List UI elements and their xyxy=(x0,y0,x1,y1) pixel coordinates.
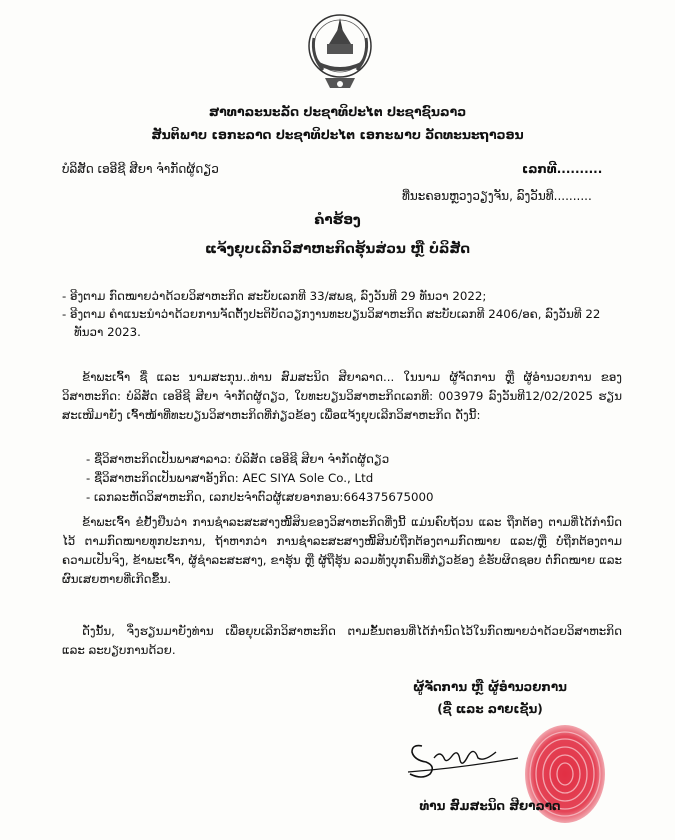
legal-references xyxy=(62,287,622,341)
detail-item-tax-id: - ເລກລະຫັດວິສາຫະກິດ, ເລກປະຈຳຕົວຜູ້ເສຍອາກອນ:664375675000 xyxy=(86,490,434,504)
company-name-line: ບໍລິສັດ ເອອີຊີ ສີຍາ ຈຳກັດຜູ້ດຽວ xyxy=(62,162,219,176)
document-subtitle: ແຈ້ງຍຸບເລີກວິສາຫະກິດຮຸ້ນສ່ວນ ຫຼື ບໍລິສັດ xyxy=(204,241,471,257)
enterprise-details-list xyxy=(86,450,626,507)
signatory-role: ຜູ້ຈັດການ ຫຼື ຜູ້ອຳນວຍການ xyxy=(413,680,567,694)
reference-item: - ອີງຕາມ ຄຳແນະນຳວ່າດ້ວຍການຈັດຕັ້ງປະຕິບັດວຽກງານທະບຽນວິສາຫະກິດ ສະບັບເລກທີ 2406/ອຄ, ລົງວັນທີ 22 ທັນວາ 2023. xyxy=(62,307,601,339)
detail-item-lao-name: - ຊື່ວິສາຫະກິດເປັນພາສາລາວ: ບໍລິສັດ ເອອີຊີ ສີຍາ ຈຳກັດຜູ້ດຽວ xyxy=(86,452,390,466)
signatory-name: ທ່ານ ສົມສະນິດ ສີຍາລາດ xyxy=(419,799,561,813)
reference-item: - ອີງຕາມ ກົດໝາຍວ່າດ້ວຍວິສາຫະກິດ ສະບັບເລກທີ 33/ສພຊ, ລົງວັນທີ 29 ທັນວາ 2022; xyxy=(62,289,487,303)
national-emblem-icon xyxy=(305,6,375,98)
document-title: ຄຳຮ້ອງ xyxy=(314,212,361,228)
detail-item-english-name: - ຊື່ວິສາຫະກິດເປັນພາສາອັງກິດ: AEC SIYA Sole Co., Ltd xyxy=(86,471,374,485)
handwritten-signature-icon xyxy=(400,728,520,783)
certification-paragraph: ຂ້າພະເຈົ້າ ຂໍຢັ້ງຢືນວ່າ ການຊຳລະສະສາງໜີ້ສິນຂອງວິສາຫະກິດທີ່ງນີ້ ແມ່ນຄົບຖ້ວນ ແລະ ຖືກຕ້ອງ ຕາມທີ່ໄດ້ກຳນົດໄວ້ ຕາມກົດໝາຍທຸກປະການ, ຖ້າຫາກວ່າ ການຊຳລະສະສາງໜີ້ສິນບໍ່ຖືກຕ້ອງຕາມກົດໝາຍ ແລະ/ຫຼື ບໍ່ຖືກຕ້ອງຕາມຄວາມເປັນຈິງ, ຂ້າພະເຈົ້າ, ຜູ້ຊຳລະສະສາງ, ຂາຮຸ້ນ ຫຼື ຜູ້ຖືຮຸ້ນ ລວມທັງບຸກຄົນທີ່ກ່ຽວຂ້ອງ ຂໍຮັບຜິດຊອບ ຕໍ່ກົດໝາຍ ແລະ ຜົນເສຍຫາຍທີ່ເກີດຂຶ້ນ. xyxy=(62,515,622,586)
document-number-line: ເລກທີ.......... xyxy=(522,162,603,176)
request-paragraph: ຂ້າພະເຈົ້າ ຊື່ ແລະ ນາມສະກຸນ..ທ່ານ ສົມສະນິດ ສີຍາລາດ... ໃນນາມ ຜູ້ຈັດການ ຫຼື ຜູ້ອຳນວຍການ ຂອງວິສາຫະກິດ: ບໍລິສັດ ເອອີຊີ ສີຍາ ຈຳກັດຜູ້ດຽວ, ໃບທະບຽນວິສາຫະກິດເລກທີ: 003979 ລົງວັນທີ12/02/2025 ຮຽນສະເໜີມາຍັງ ເຈົ້າໜ້າທີ່ທະບຽນວິສາຫະກິດທີ່ກ່ຽວຂ້ອງ ເພື່ອແຈ້ງຍຸບເລີກວິສາຫະກິດ ດັ່ງນີ້: xyxy=(62,370,622,422)
country-name-header: ສາທາລະນະລັດ ປະຊາທິປະໄຕ ປະຊາຊົນລາວ xyxy=(208,104,467,119)
signature-instruction: (ຊື່ ແລະ ລາຍເຊັນ) xyxy=(437,702,543,716)
closing-paragraph: ດັ່ງນັ້ນ, ຈຶ່ງຮຽນມາຍັງທ່ານ ເພື່ອຍຸບເລີກວິສາຫະກິດ ຕາມຂັ້ນຕອນທີ່ໄດ້ກຳນົດໄວ້ໃນກົດໝາຍວ່າດ້ວຍວິສາຫະກິດ ແລະ ລະບຽບການດ້ວຍ. xyxy=(62,624,622,657)
national-motto-header: ສັນຕິພາບ ເອກະລາດ ປະຊາທິປະໄຕ ເອກະພາບ ວັດທະນະຖາວອນ xyxy=(151,127,524,142)
place-date-line: ທີ່ນະຄອນຫຼວງວຽງຈັນ, ລົງວັນທີ.......... xyxy=(402,189,592,203)
